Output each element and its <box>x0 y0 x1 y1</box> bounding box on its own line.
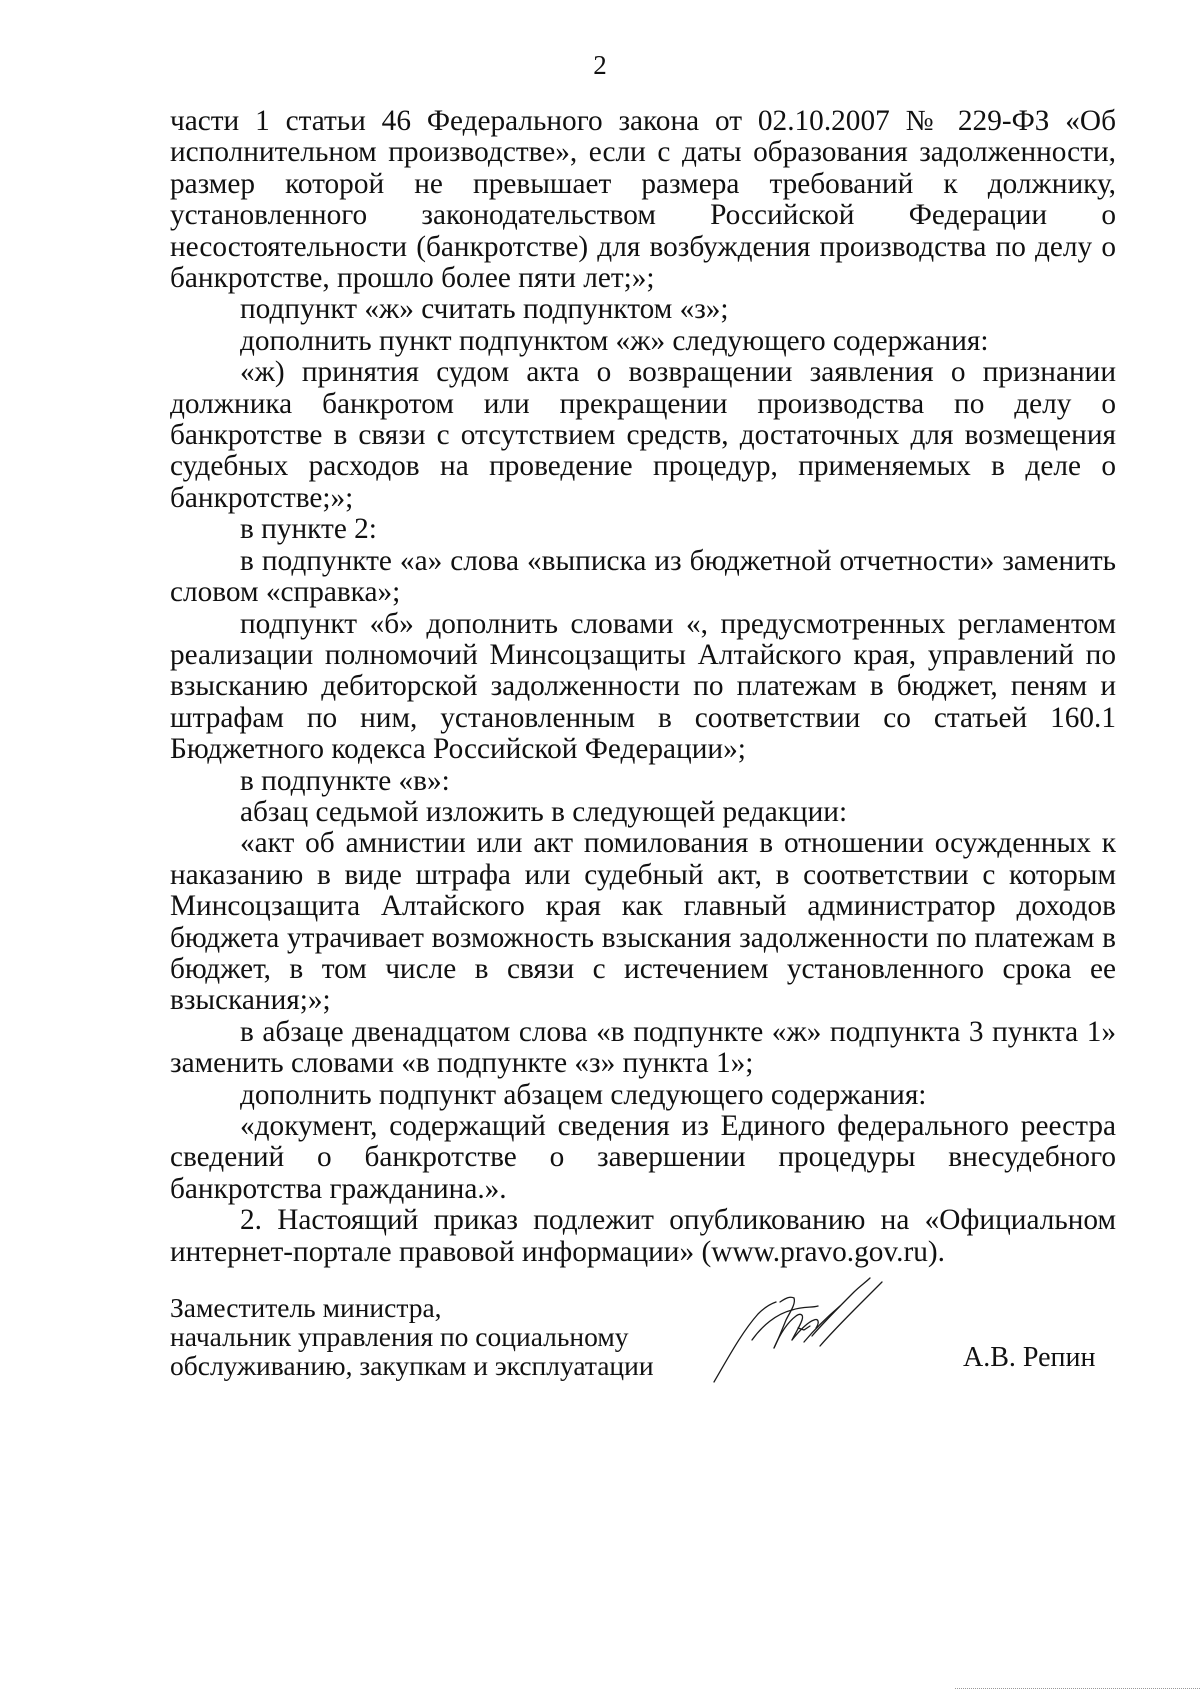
position-line-1: Заместитель министра, <box>170 1292 442 1323</box>
paragraph-13: «документ, содержащий сведения из Единого федерального реестра сведений о банкротстве о завершении процедуры внесудебного банкротства гражданина.». <box>170 1110 1116 1205</box>
paragraph-3: дополнить пункт подпунктом «ж» следующего содержания: <box>240 324 989 357</box>
position-line-2: начальник управления по социальному <box>170 1321 629 1352</box>
position-line-3: обслуживанию, закупкам и эксплуатации <box>170 1350 654 1381</box>
signer-name: А.В. Репин <box>963 1342 1096 1373</box>
page-number: 2 <box>593 50 607 80</box>
paragraph-9: абзац седьмой изложить в следующей редакции: <box>240 795 848 828</box>
paragraph-12: дополнить подпункт абзацем следующего содержания: <box>240 1078 927 1111</box>
signatory-position <box>170 1293 654 1380</box>
paragraph-10: «акт об амнистии или акт помилования в отношении осужденных к наказанию в виде штрафа или судебный акт, в соответствии с которым Минсоцзащита Алтайского края как главный администратор доходов бюджета утрачивает возможность взыскания задолженности по платежам в бюджет, в том числе в связи с истечением установленного срока ее взыскания;»; <box>170 827 1116 1017</box>
scan-edge-line <box>955 1688 1200 1689</box>
handwritten-signature <box>700 1270 920 1390</box>
paragraph-11: в абзаце двенадцатом слова «в подпункте «ж» подпункта 3 пункта 1» заменить словами «в подпункте «з» пункта 1»; <box>170 1015 1116 1080</box>
paragraph-5: в пункте 2: <box>240 513 377 546</box>
paragraph-6: в подпункте «а» слова «выписка из бюджетной отчетности» заменить словом «справка»; <box>170 544 1116 609</box>
paragraph-7: подпункт «б» дополнить словами «, предусмотренных регламентом реализации полномочий Минсоцзащиты Алтайского края, управлений по взысканию дебиторской задолженности по платежам в бюджет, пеням и штрафам по ним, установленным в соответствии со статьей 160.1 Бюджетного кодекса Российской Федерации»; <box>170 607 1116 766</box>
paragraph-1: части 1 статьи 46 Федерального закона от 02.10.2007 № 229-ФЗ «Об исполнительном производстве», если с даты образования задолженности, размер которой не превышает размера требований к должнику, установленного законодательством Российской Федерации о несостоятельности (банкротстве) для возбуждения производства по делу о банкротстве, прошло более пяти лет;»; <box>170 105 1116 295</box>
paragraph-4: «ж) принятия судом акта о возвращении заявления о признании должника банкротом или прекращении производства по делу о банкротстве в связи с отсутствием средств, достаточных для возмещения судебных расходов на проведение процедур, применяемых в деле о банкротстве;»; <box>170 356 1116 514</box>
paragraph-8: в подпункте «в»: <box>240 764 450 797</box>
paragraph-14: 2. Настоящий приказ подлежит опубликованию на «Официальном интернет-портале правовой информации» (www.pravo.gov.ru). <box>170 1204 1116 1268</box>
paragraph-2: подпункт «ж» считать подпунктом «з»; <box>240 293 729 326</box>
document-body <box>170 106 1116 1268</box>
